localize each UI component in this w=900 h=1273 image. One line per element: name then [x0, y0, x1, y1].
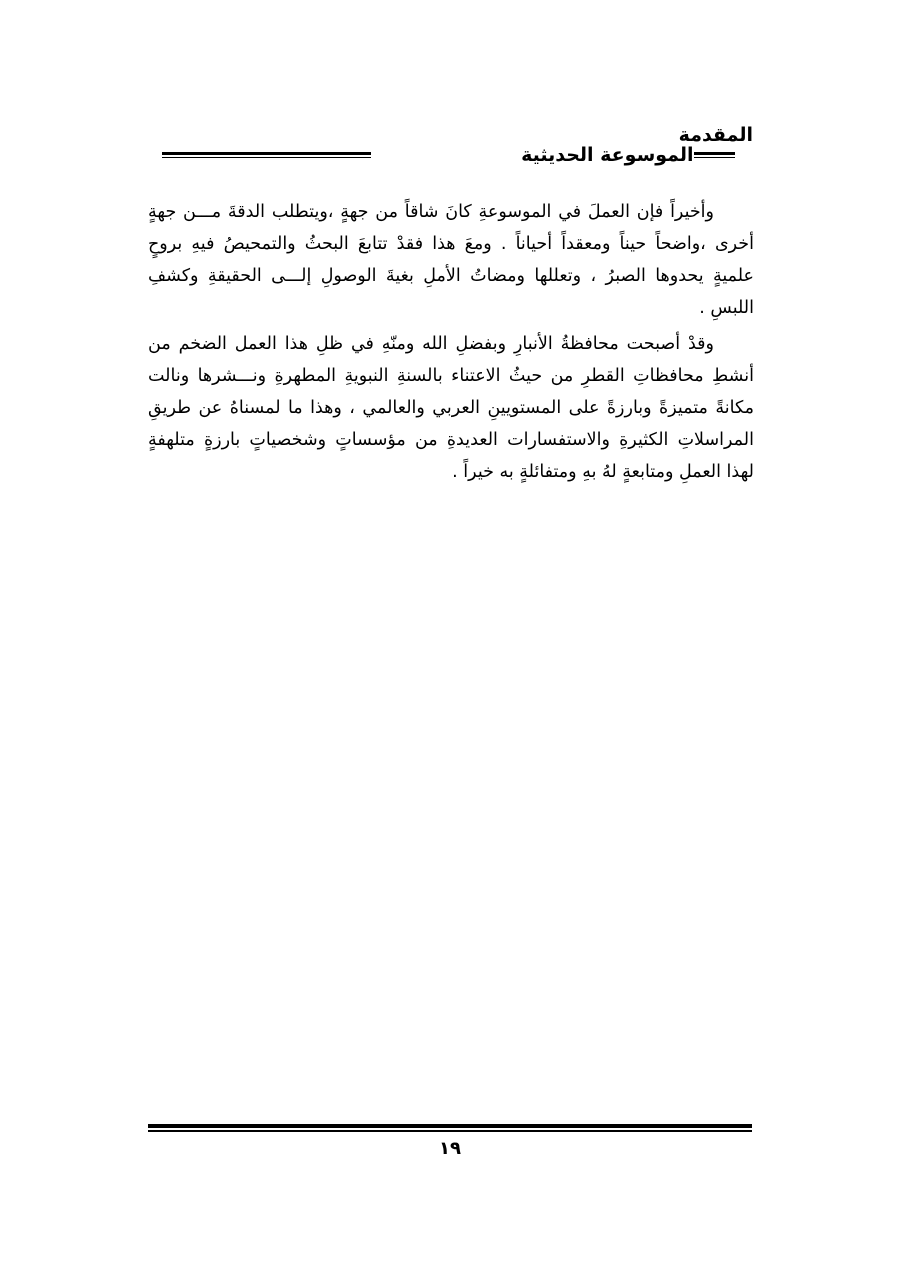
page-header: [148, 124, 753, 170]
paragraph-2: وقدْ أصبحت محافظةُ الأنبارِ وبفضلِ الله ومنّهِ في ظلِ هذا العمل الضخم من أنشطِ محافظاتِ القطرِ من حيثُ الاعتناء بالسنةِ النبويةِ المطهرةِ ونـــشرها ونالت مكانةً متميزةً وبارزةً على المستويينِ العربي والعالمي ، وهذا ما لمسناهُ عن طريقِ المراسلاتِ الكثيرةِ والاستفسارات العديدةِ من مؤسساتٍ وشخصياتٍ بارزةٍ متلهفةٍ لهذا العملِ ومتابعةٍ لهُ بهِ ومتفائلةٍ به خيراً .: [148, 334, 754, 482]
paragraph-1: وأخيراً فإن العملَ في الموسوعةِ كانَ شاقاً من جهةٍ ،ويتطلب الدقةَ مـــن جهةٍ أخرى ،واضحاً حيناً ومعقداً أحياناً . ومعَ هذا فقدْ تتابعَ البحثُ والتمحيصُ فيهِ بروحٍ علميةٍ يحدوها الصبرُ ، وتعللها ومضاتُ الأملِ بغيةَ الوصولِ إلـــى الحقيقةِ وكشفِ اللبسِ .: [148, 202, 754, 318]
body-text: [148, 196, 754, 492]
header-rule-short: [694, 152, 735, 158]
book-title: الموسوعة الحديثية: [521, 144, 694, 166]
header-rule-long: [162, 152, 371, 158]
footer-rule: [148, 1124, 752, 1132]
page-number: ١٩: [439, 1138, 461, 1159]
running-header: [148, 142, 753, 168]
page-footer: [148, 1124, 752, 1159]
chapter-title: المقدمة: [678, 124, 753, 146]
